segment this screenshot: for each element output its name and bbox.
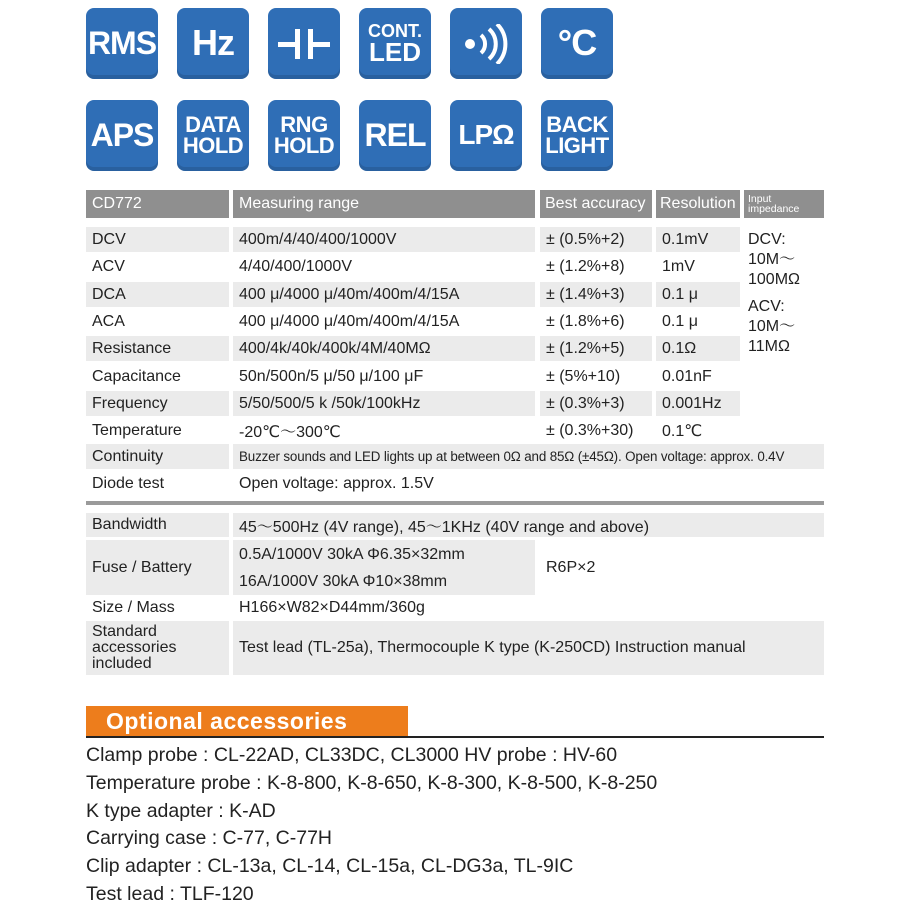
backlight-icon — [541, 100, 613, 171]
cont-label: CONT. — [368, 20, 422, 41]
header-resolution: Resolution — [656, 190, 740, 218]
cell-range: 400 μ/4000 μ/40m/400m/4/15A — [233, 282, 535, 307]
size-mass-value: H166×W82×D44mm/360g — [239, 599, 425, 616]
cell-range: 4/40/400/1000V — [239, 257, 352, 275]
header-best-accuracy: Best accuracy — [540, 190, 652, 218]
cell-resolution: 0.1 μ — [662, 312, 698, 330]
low-power-ohm-icon — [450, 100, 522, 171]
sound-wave-icon — [450, 8, 522, 79]
cell-resolution: 0.1mV — [656, 227, 740, 252]
impedance-line-1: Input — [748, 193, 772, 205]
rel-label: REL — [364, 117, 426, 154]
row-label: Resistance — [86, 336, 229, 361]
rng-label: RNG — [280, 111, 328, 137]
row-label: Temperature — [92, 421, 182, 439]
row-label-size-mass: Size / Mass — [92, 599, 175, 616]
fuse-values — [233, 540, 535, 595]
label-line: accessories — [92, 639, 177, 656]
accessory-item: Temperature probe : K-8-800, K-8-650, K-8-300, K-8-500, K-8-250 — [86, 771, 658, 794]
optional-accessories-title: Optional accessories — [86, 706, 408, 736]
rms-icon — [86, 8, 158, 79]
section-divider — [86, 501, 824, 505]
hz-label: Hz — [192, 22, 234, 64]
bandwidth-value: 45～500Hz (4V range), 45～1KHz (40V range and above) — [233, 513, 824, 537]
fuse-spec-1: 0.5A/1000V 30kA Φ6.35×32mm — [239, 545, 465, 563]
header-input-impedance — [744, 190, 824, 218]
row-label-bandwidth: Bandwidth — [86, 513, 229, 537]
accessory-item: Clip adapter : CL-13a, CL-14, CL-15a, CL-DG3a, TL-9IC — [86, 855, 574, 878]
row-label: Capacitance — [92, 367, 181, 385]
cell-resolution: 0.1Ω — [656, 336, 740, 361]
hold-label: HOLD — [182, 132, 244, 158]
impedance-text: 10M～ — [748, 251, 796, 268]
rel-icon — [359, 100, 431, 171]
cell-accuracy: ± (0.3%+3) — [540, 391, 652, 416]
cell-resolution: 0.1℃ — [662, 422, 703, 440]
continuity-text: Buzzer sounds and LED lights up at between 0Ω and 85Ω (±45Ω). Open voltage: approx. 0.4V — [233, 444, 824, 469]
header-model: CD772 — [86, 190, 229, 218]
diode-test-text: Open voltage: approx. 1.5V — [239, 474, 434, 492]
accessory-item: Clamp probe : CL-22AD, CL33DC, CL3000 HV probe : HV-60 — [86, 744, 618, 766]
row-label-diode-test: Diode test — [92, 474, 165, 492]
cell-accuracy: ± (0.5%+2) — [540, 227, 652, 252]
header-measuring-range: Measuring range — [233, 190, 535, 218]
data-hold-icon — [177, 100, 249, 171]
aps-label: APS — [90, 117, 154, 154]
impedance-line-2: impedance — [748, 203, 800, 215]
impedance-text: 100MΩ — [748, 271, 800, 288]
optional-accessories-list — [86, 742, 657, 909]
light-label: LIGHT — [545, 132, 609, 158]
data-label: DATA — [185, 111, 241, 137]
impedance-text: 11MΩ — [748, 338, 790, 355]
label-line: Standard — [92, 623, 157, 640]
row-label-fuse-battery: Fuse / Battery — [86, 540, 229, 595]
optional-accessories-rule — [86, 736, 824, 738]
range-hold-icon — [268, 100, 340, 171]
row-label-standard-accessories — [86, 621, 229, 675]
row-label: ACV — [92, 257, 125, 275]
row-label: DCV — [86, 227, 229, 252]
rms-label: RMS — [87, 25, 157, 62]
capacitor-icon — [268, 8, 340, 79]
aps-icon — [86, 100, 158, 171]
continuity-led-icon — [359, 8, 431, 79]
cell-accuracy: ± (1.2%+8) — [546, 257, 625, 275]
cell-resolution: 0.01nF — [662, 367, 712, 385]
accessory-item: Carrying case : C-77, C-77H — [86, 827, 332, 850]
accessory-item: K type adapter : K-AD — [86, 799, 276, 822]
cell-range: 400 μ/4000 μ/40m/400m/4/15A — [239, 312, 460, 330]
impedance-dcv — [748, 230, 800, 290]
cell-accuracy: ± (1.2%+5) — [540, 336, 652, 361]
feature-icons — [86, 8, 626, 172]
cell-resolution: 0.1 μ — [656, 282, 740, 307]
impedance-text: 10M～ — [748, 318, 796, 335]
cell-resolution: 1mV — [662, 257, 695, 275]
row-label-continuity: Continuity — [86, 444, 229, 469]
back-label: BACK — [546, 111, 608, 137]
cell-range: 5/50/500/5 k /50k/100kHz — [233, 391, 535, 416]
battery-value: R6P×2 — [546, 558, 596, 576]
cell-range: 400m/4/40/400/1000V — [233, 227, 535, 252]
row-label: ACA — [92, 312, 125, 330]
standard-accessories-value: Test lead (TL-25a), Thermocouple K type (K-250CD) Instruction manual — [233, 621, 824, 675]
cell-resolution: 0.001Hz — [656, 391, 740, 416]
fuse-spec-2: 16A/1000V 30kA Φ10×38mm — [239, 572, 448, 590]
cell-accuracy: ± (1.4%+3) — [540, 282, 652, 307]
row-label: Frequency — [86, 391, 229, 416]
led-label: LED — [369, 36, 421, 67]
impedance-text: DCV: — [748, 231, 786, 248]
lp-ohm-label: LPΩ — [458, 119, 514, 151]
cell-accuracy: ± (5%+10) — [546, 367, 621, 385]
cell-accuracy: ± (0.3%+30) — [546, 421, 634, 439]
hold-label: HOLD — [273, 132, 335, 158]
hz-icon — [177, 8, 249, 79]
row-label: DCA — [86, 282, 229, 307]
cell-range: -20℃～300℃ — [239, 424, 341, 441]
impedance-acv — [748, 297, 795, 357]
cell-accuracy: ± (1.8%+6) — [546, 312, 625, 330]
celsius-label: °C — [557, 22, 597, 64]
celsius-icon — [541, 8, 613, 79]
cell-range: 50n/500n/5 μ/50 μ/100 μF — [239, 367, 424, 385]
label-line: included — [92, 655, 152, 672]
accessory-item: Test lead : TLF-120 — [86, 882, 254, 905]
impedance-text: ACV: — [748, 298, 785, 315]
cell-range: 400/4k/40k/400k/4M/40MΩ — [233, 336, 535, 361]
